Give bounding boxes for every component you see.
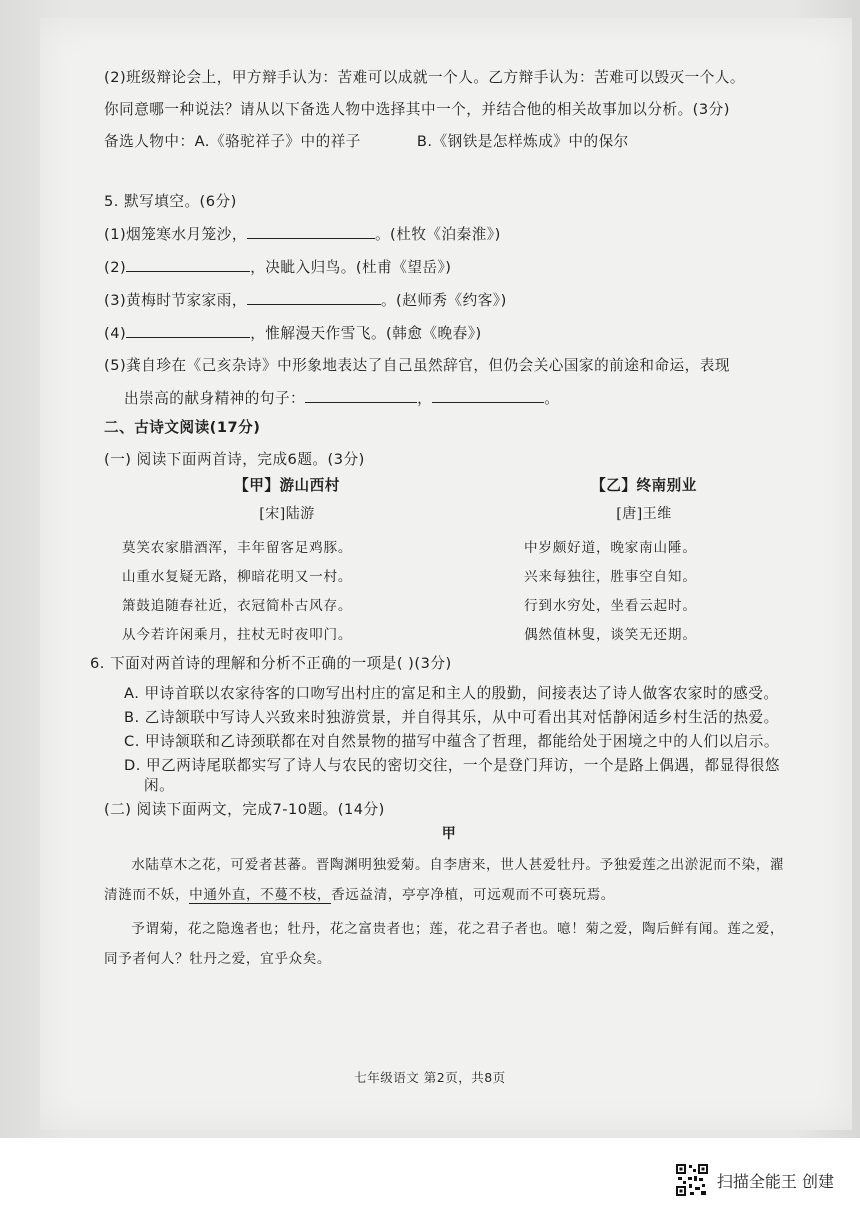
q5-line-1 <box>104 224 794 245</box>
q5-l2-pre: (2) <box>104 259 127 276</box>
scanner-watermark <box>675 1163 834 1197</box>
q6-option-c: C. 甲诗颔联和乙诗颈联都在对自然景物的描写中蕴含了哲理，都能给处于困境之中的人们以启示。 <box>124 733 779 750</box>
section-2-sub2: (二) 阅读下面两文，完成7-10题。(14分) <box>104 801 385 818</box>
poem-b-line: 兴来每独往，胜事空自知。 <box>524 569 697 585</box>
q4-2-option-a: A.《骆驼祥子》中的祥子 <box>194 133 361 150</box>
poems <box>104 476 794 650</box>
passage-paragraph-1 <box>104 850 794 910</box>
question-4-part-2 <box>104 68 794 192</box>
passage-label: 甲 <box>441 826 457 842</box>
q5-l5-pre: 出崇高的献身精神的句子： <box>124 390 306 407</box>
q5-l3-pre: (3)黄梅时节家家雨， <box>104 292 247 309</box>
q5-l5-end: 。 <box>544 390 560 407</box>
poem-b-title: 【乙】终南别业 <box>591 477 697 494</box>
section-2 <box>104 418 794 650</box>
q5-l2-post: ，决眦入归鸟。(杜甫《望岳》) <box>250 259 452 276</box>
fill-blank[interactable] <box>432 388 544 403</box>
question-5 <box>104 192 794 418</box>
poem-a-line: 从今若许闲乘月，拄杖无时夜叩门。 <box>122 627 353 643</box>
poem-b-line: 偶然值林叟，谈笑无还期。 <box>524 627 697 643</box>
q5-l4-post: ，惟解漫天作雪飞。(韩愈《晚春》) <box>250 325 482 342</box>
q5-line-5: (5)龚自珍在《己亥杂诗》中形象地表达了自己虽然辞官，但仍会关心国家的前途和命运，表现 <box>104 357 730 374</box>
q5-line-2 <box>104 257 794 278</box>
q4-2-options-label: 备选人物中： <box>104 133 195 150</box>
poem-a-line: 山重水复疑无路，柳暗花明又一村。 <box>122 569 353 585</box>
q5-l5-mid: ， <box>417 390 433 407</box>
q5-l4-pre: (4) <box>104 325 127 342</box>
q5-l1-pre: (1)烟笼寒水月笼沙， <box>104 226 247 243</box>
q4-2-line2: 你同意哪一种说法？请从以下备选人物中选择其中一个，并结合他的相关故事加以分析。(3分) <box>104 101 730 118</box>
q5-line-4 <box>104 323 794 344</box>
passage-p1-part-b: 香远益清，亭亭净植，可远观而不可亵玩焉。 <box>331 887 615 903</box>
poem-b-author: [唐]王维 <box>616 506 672 522</box>
q6-option-b: B. 乙诗颔联中写诗人兴致来时独游赏景，并自得其乐，从中可看出其对恬静闲适乡村生活的热爱。 <box>124 709 779 726</box>
q4-2-options <box>104 132 794 152</box>
poem-b-line: 行到水穷处，坐看云起时。 <box>524 598 697 614</box>
fill-blank[interactable] <box>305 388 417 403</box>
q5-line-3 <box>104 290 794 311</box>
poem-b <box>524 476 764 650</box>
fill-blank[interactable] <box>126 257 250 272</box>
poem-a-title: 【甲】游山西村 <box>234 477 340 494</box>
page-footer: 七年级语文 第2页，共8页 <box>354 1070 506 1085</box>
q6-stem: 6. 下面对两首诗的理解和分析不正确的一项是( )(3分) <box>90 655 452 672</box>
exam-content <box>90 68 794 974</box>
q6-option-a: A. 甲诗首联以农家待客的口吻写出村庄的富足和主人的殷勤，间接表达了诗人做客农家时的感受。 <box>124 685 779 702</box>
fill-blank[interactable] <box>126 323 250 338</box>
q4-2-option-b: B.《钢铁是怎样炼成》中的保尔 <box>416 133 629 150</box>
q5-line-5-cont <box>104 388 794 409</box>
poem-a-line: 莫笑农家腊酒浑，丰年留客足鸡豚。 <box>122 540 353 556</box>
q6-option-d: D. 甲乙两诗尾联都实写了诗人与农民的密切交往，一个是登门拜访，一个是路上偶遇，都显得很悠闲。 <box>124 757 780 794</box>
q4-2-line1: (2)班级辩论会上，甲方辩手认为：苦难可以成就一个人。乙方辩手认为：苦难可以毁灭一个人。 <box>104 69 746 86</box>
section-2-sub1: (一) 阅读下面两首诗，完成6题。(3分) <box>104 451 365 468</box>
passage-p1-part-a: 水陆草木之花，可爱者甚蕃。晋陶渊明独爱菊。自李唐来，世人甚爱牡丹。予独爱莲之出淤泥而不染，濯清涟而不妖， <box>104 857 785 903</box>
passage-paragraph-2: 予谓菊，花之隐逸者也；牡丹，花之富贵者也；莲，花之君子者也。噫！菊之爱，陶后鲜有闻。莲之爱，同予者何人？牡丹之爱，宜乎众矣。 <box>104 921 785 967</box>
passage-p1-underlined: 中通外直，不蔓不枝， <box>189 887 332 903</box>
reading-passage <box>104 800 794 974</box>
poem-a-line: 箫鼓追随春社近，衣冠简朴古风存。 <box>122 598 353 614</box>
question-6 <box>90 654 794 796</box>
poem-a <box>122 476 452 650</box>
poem-a-author: [宋]陆游 <box>259 506 315 522</box>
section-2-heading: 二、古诗文阅读(17分) <box>104 419 261 436</box>
q5-heading: 5. 默写填空。(6分) <box>104 193 237 210</box>
poem-b-line: 中岁颇好道，晚家南山陲。 <box>524 540 697 556</box>
watermark-text: 扫描全能王 创建 <box>716 1171 834 1191</box>
fill-blank[interactable] <box>247 224 375 239</box>
qr-code-icon <box>675 1163 709 1197</box>
fill-blank[interactable] <box>247 290 381 305</box>
q5-l1-post: 。(杜牧《泊秦淮》) <box>374 226 501 243</box>
q5-l3-post: 。(赵师秀《约客》) <box>380 292 507 309</box>
